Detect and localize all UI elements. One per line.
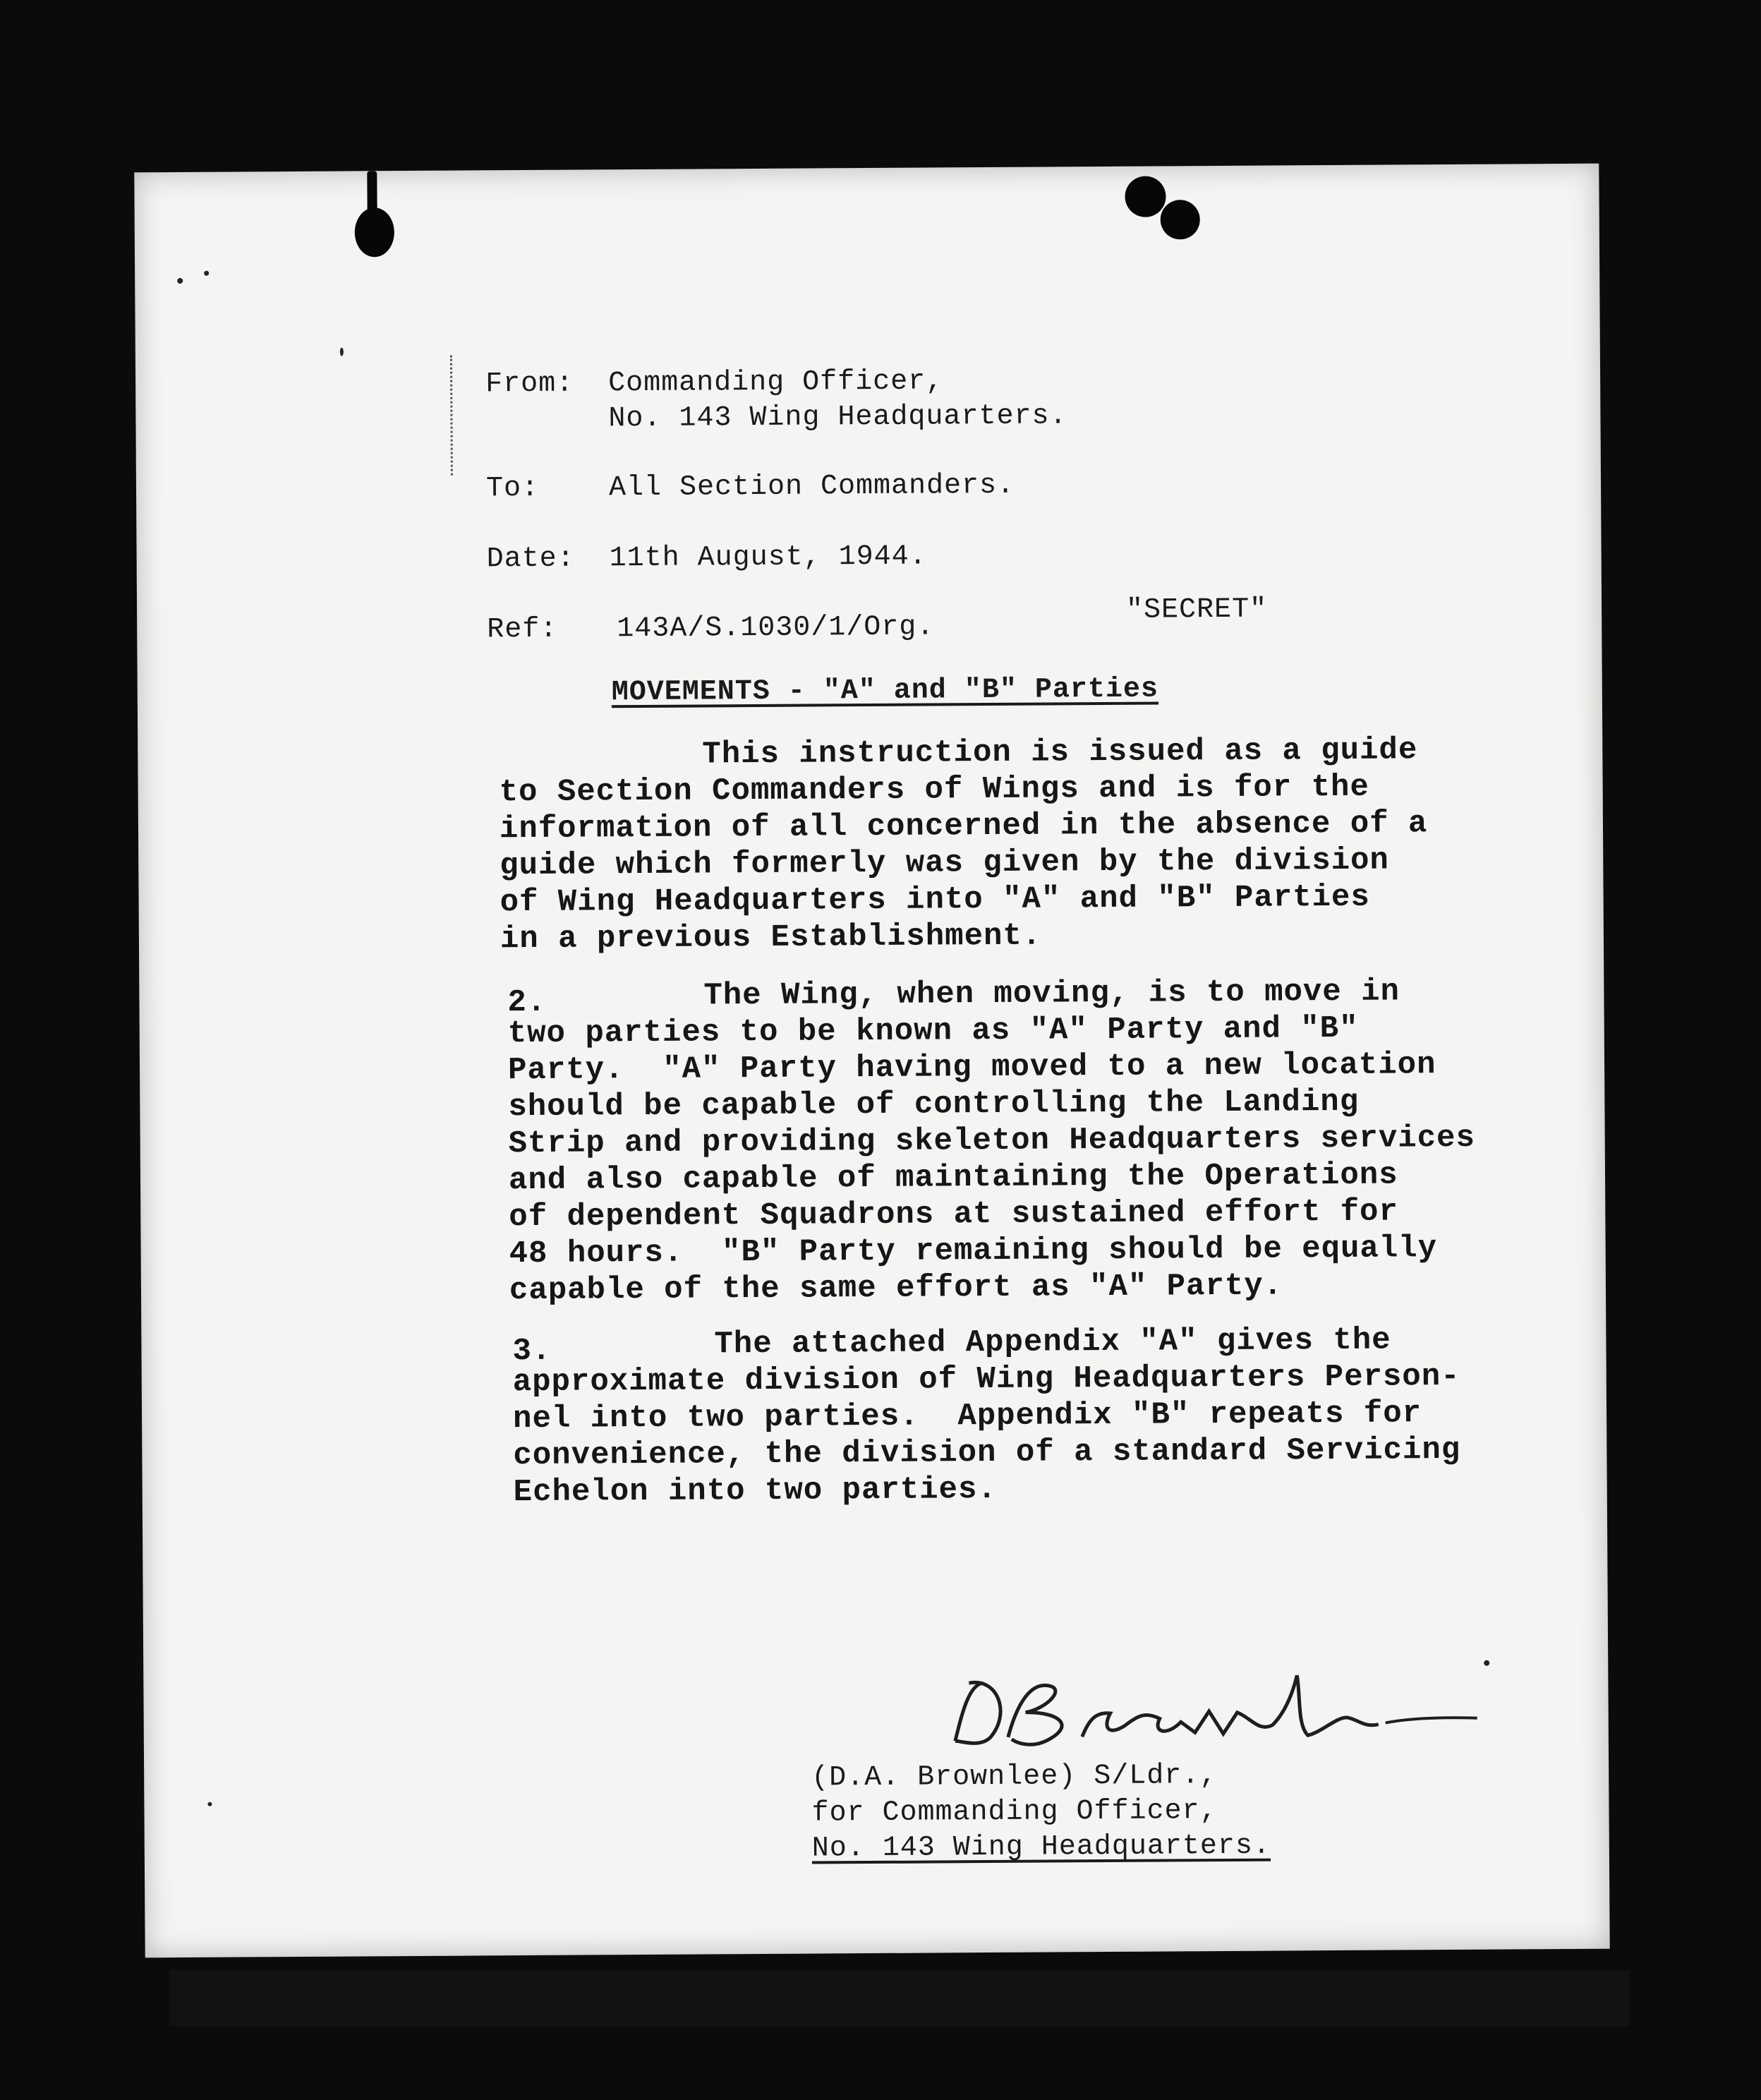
paragraph-line: and also capable of maintaining the Operations (508, 1157, 1398, 1199)
ref-label: Ref: (487, 613, 558, 646)
paragraph-line: in a previous Establishment. (500, 918, 1042, 958)
to-value: All Section Commanders. (608, 469, 1015, 505)
paragraph-line: of Wing Headquarters into "A" and "B" Parties (500, 879, 1370, 921)
classification-stamp: "SECRET" (1125, 593, 1268, 627)
margin-mark (450, 356, 456, 476)
paragraph-number: 3. (512, 1333, 552, 1370)
speck (340, 348, 344, 356)
date-label: Date: (486, 543, 575, 576)
punch-hole-1 (1125, 176, 1166, 217)
speck (1484, 1660, 1489, 1666)
date-value: 11th August, 1944. (609, 541, 927, 575)
paragraph-line: The Wing, when moving, is to move in (703, 974, 1400, 1014)
paragraph-line: information of all concerned in the absence of a (499, 806, 1428, 847)
ink-blot-left-stem (367, 171, 377, 220)
speck (177, 278, 183, 284)
ref-value: 143A/S.1030/1/Org. (617, 611, 935, 646)
paragraph-line: to Section Commanders of Wings and is for the (499, 769, 1370, 811)
paragraph-line: nel into two parties. Appendix "B" repeats for (512, 1396, 1422, 1437)
paragraph-line: convenience, the division of a standard Servicing (513, 1432, 1461, 1474)
paragraph-number: 2. (507, 984, 547, 1021)
paragraph-line: Echelon into two parties. (513, 1471, 997, 1511)
signatory-for-line: for Commanding Officer, (811, 1795, 1218, 1830)
film-edge (169, 1970, 1630, 2027)
handwritten-signature (940, 1667, 1491, 1756)
document-page (134, 164, 1609, 1958)
paragraph-line: capable of the same effort as "A" Party. (509, 1268, 1283, 1309)
paragraph-line: two parties to be known as "A" Party and "B" (507, 1010, 1359, 1052)
paragraph-line: The attached Appendix "A" gives the (714, 1322, 1391, 1363)
punch-hole-2 (1161, 200, 1200, 239)
paragraph-line: 48 hours. "B" Party remaining should be equally (509, 1231, 1438, 1272)
from-label: From: (485, 368, 574, 401)
subject-heading: MOVEMENTS - "A" and "B" Parties (611, 673, 1159, 709)
paragraph-line: guide which formerly was given by the division (500, 843, 1390, 884)
paragraph-line: of dependent Squadrons at sustained effort for (509, 1194, 1399, 1236)
signatory-unit: No. 143 Wing Headquarters. (811, 1830, 1271, 1865)
from-line1: Commanding Officer, (607, 366, 944, 400)
speck (207, 1802, 212, 1806)
signatory-name: (D.A. Brownlee) S/Ldr., (811, 1760, 1218, 1794)
to-label: To: (485, 472, 540, 505)
from-line2: No. 143 Wing Headquarters. (608, 400, 1067, 435)
paragraph-line: should be capable of controlling the Landing (508, 1084, 1360, 1126)
paragraph-line: This instruction is issued as a guide (702, 732, 1418, 773)
paragraph-line: Strip and providing skeleton Headquarters services (508, 1120, 1476, 1162)
paragraph-line: approximate division of Wing Headquarters Person- (512, 1358, 1460, 1401)
paragraph-line: Party. "A" Party having moved to a new location (507, 1047, 1436, 1089)
speck (204, 271, 209, 276)
